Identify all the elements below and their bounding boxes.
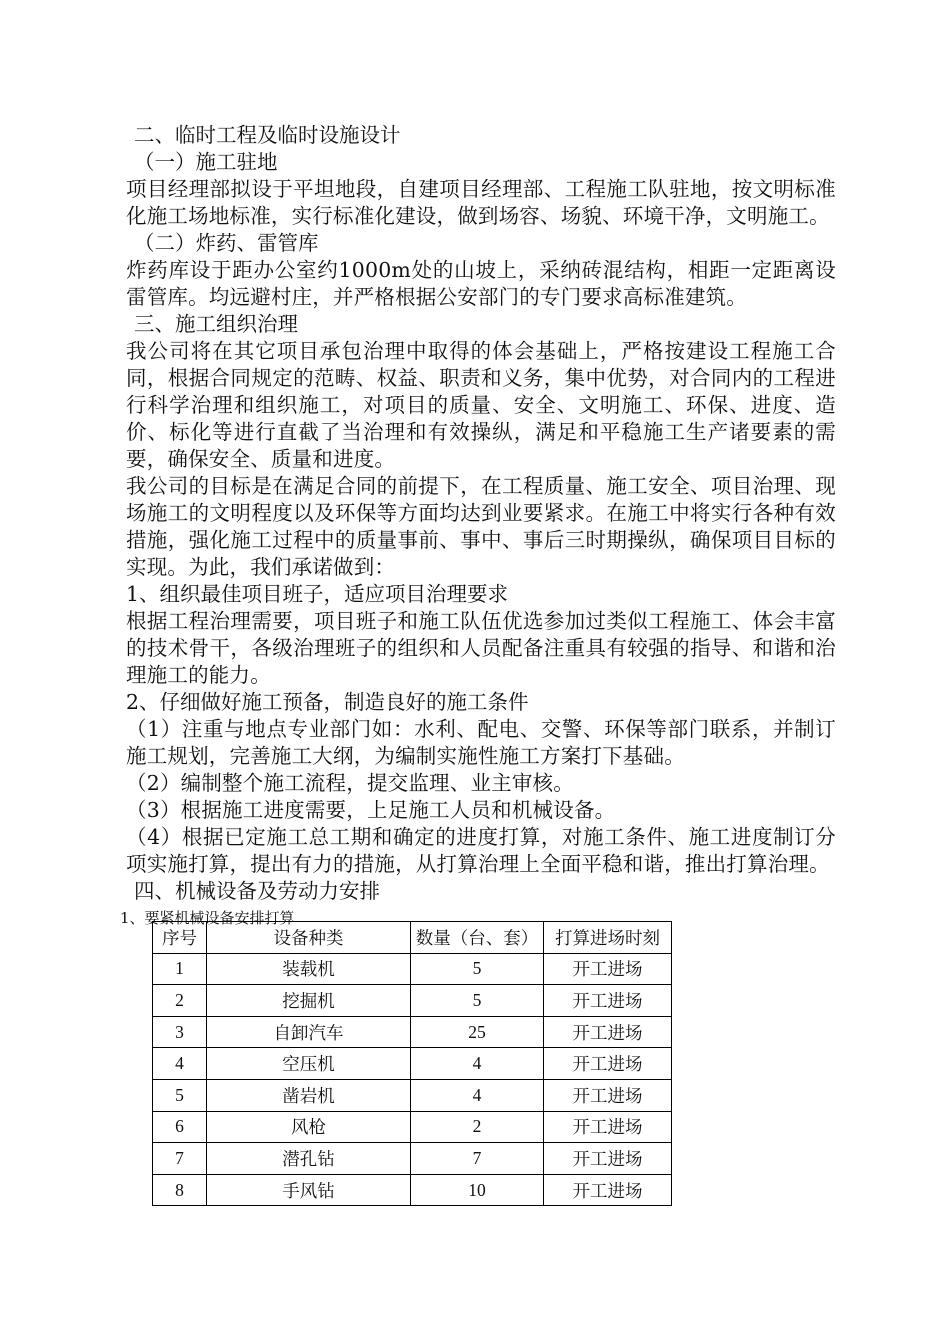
table-row <box>153 1111 672 1143</box>
cell-quantity: 10 <box>411 1174 544 1206</box>
paragraph-preparation-3: （3）根据施工进度需要，上足施工人员和机械设备。 <box>126 798 616 822</box>
paragraph-preparation-2: （2）编制整个施工流程，提交监理、业主审核。 <box>126 771 574 795</box>
heading-temporary-works: 二、临时工程及临时设施设计 <box>134 123 401 147</box>
cell-equipment: 风枪 <box>207 1111 411 1143</box>
subheading-site-camp: （一）施工驻地 <box>134 150 278 174</box>
paragraph-management-basis: 我公司将在其它项目承包治理中取得的体会基础上，严格按建设工程施工合同，根据合同规定的范畴、权益、职责和义务，集中优势，对合同内的工程进行科学治理和组织施工，对项目的质量、安全、文明施工、环保、进度、造价、标化等进行直截了当治理和有效操纵，满足和平稳施工生产诸要素的需要，确保安全、质量和进度。 <box>126 339 836 471</box>
paragraph-site-camp: 项目经理部拟设于平坦地段，自建项目经理部、工程施工队驻地，按文明标准化施工场地标准，实行标准化建设，做到场容、场貌、环境干净，文明施工。 <box>126 177 836 228</box>
cell-index: 4 <box>153 1048 207 1080</box>
cell-quantity: 5 <box>411 985 544 1017</box>
table-row <box>153 1016 672 1048</box>
cell-quantity: 4 <box>411 1079 544 1111</box>
equipment-table <box>152 921 672 1206</box>
paragraph-preparation-1: （1）注重与地点专业部门如：水利、配电、交警、环保等部门联系，并制订施工规划，完善施工大纲，为编制实施性施工方案打下基础。 <box>126 717 836 768</box>
cell-entry-time: 开工进场 <box>544 953 672 985</box>
table-header-row <box>153 922 672 954</box>
header-quantity: 数量（台、套） <box>411 922 544 954</box>
cell-quantity: 25 <box>411 1016 544 1048</box>
cell-index: 7 <box>153 1143 207 1175</box>
table-row <box>153 1079 672 1111</box>
subheading-explosives-depot: （二）炸药、雷管库 <box>134 231 319 255</box>
cell-quantity: 4 <box>411 1048 544 1080</box>
cell-entry-time: 开工进场 <box>544 1111 672 1143</box>
header-equipment-type: 设备种类 <box>207 922 411 954</box>
paragraph-company-goals: 我公司的目标是在满足合同的前提下，在工程质量、施工安全、项目治理、现场施工的文明程度以及环保等方面均达到业要紧求。在施工中将实行各种有效措施，强化施工过程中的质量事前、事中、事后三时期操纵，确保项目目标的实现。为此，我们承诺做到： <box>126 474 836 579</box>
cell-entry-time: 开工进场 <box>544 1079 672 1111</box>
cell-entry-time: 开工进场 <box>544 1143 672 1175</box>
header-index: 序号 <box>153 922 207 954</box>
paragraph-explosives-depot: 炸药库设于距办公室约1000m处的山坡上，采纳砖混结构，相距一定距离设雷管库。均远避村庄，并严格根据公安部门的专门要求高标准建筑。 <box>126 258 836 309</box>
cell-quantity: 5 <box>411 953 544 985</box>
table-row <box>153 953 672 985</box>
paragraph-preparation-4: （4）根据已定施工总工期和确定的进度打算，对施工条件、施工进度制订分项实施打算，提出有力的措施，从打算治理上全面平稳和谐，推出打算治理。 <box>126 825 836 876</box>
cell-quantity: 2 <box>411 1111 544 1143</box>
cell-entry-time: 开工进场 <box>544 1174 672 1206</box>
header-entry-time: 打算进场时刻 <box>544 922 672 954</box>
cell-index: 2 <box>153 985 207 1017</box>
subheading-project-team: 1、组织最佳项目班子，适应项目治理要求 <box>126 582 509 606</box>
table-row <box>153 1174 672 1206</box>
cell-index: 3 <box>153 1016 207 1048</box>
table-row <box>153 1048 672 1080</box>
cell-index: 1 <box>153 953 207 985</box>
document-body <box>116 122 836 929</box>
cell-equipment: 潜孔钻 <box>207 1143 411 1175</box>
cell-equipment: 装载机 <box>207 953 411 985</box>
cell-index: 8 <box>153 1174 207 1206</box>
heading-equipment-labor: 四、机械设备及劳动力安排 <box>134 879 380 903</box>
cell-equipment: 凿岩机 <box>207 1079 411 1111</box>
cell-equipment: 自卸汽车 <box>207 1016 411 1048</box>
cell-entry-time: 开工进场 <box>544 985 672 1017</box>
heading-construction-management: 三、施工组织治理 <box>134 312 298 336</box>
cell-index: 5 <box>153 1079 207 1111</box>
cell-quantity: 7 <box>411 1143 544 1175</box>
cell-equipment: 挖掘机 <box>207 985 411 1017</box>
cell-entry-time: 开工进场 <box>544 1048 672 1080</box>
cell-index: 6 <box>153 1111 207 1143</box>
cell-equipment: 手风钻 <box>207 1174 411 1206</box>
table-row <box>153 1143 672 1175</box>
table-row <box>153 985 672 1017</box>
cell-equipment: 空压机 <box>207 1048 411 1080</box>
subheading-preparation: 2、仔细做好施工预备，制造良好的施工条件 <box>126 690 529 714</box>
paragraph-project-team: 根据工程治理需要，项目班子和施工队伍优选参加过类似工程施工、体会丰富的技术骨干，各级治理班子的组织和人员配备注重具有较强的指导、和谐和治理施工的能力。 <box>126 609 836 687</box>
cell-entry-time: 开工进场 <box>544 1016 672 1048</box>
subheading-equipment-plan: 1、要紧机械设备安排打算 <box>120 909 295 927</box>
